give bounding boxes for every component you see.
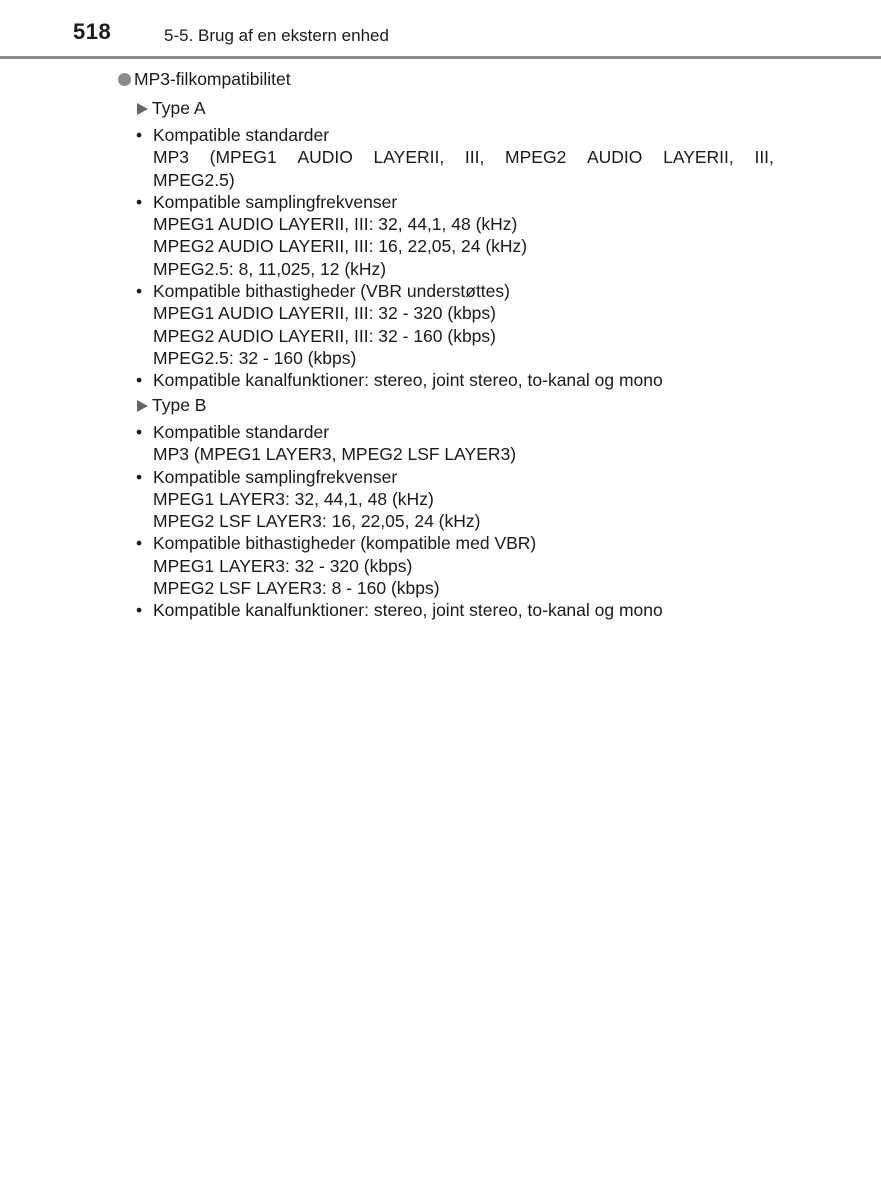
bullet-icon: • — [136, 600, 143, 621]
detail-word: AUDIO — [297, 147, 353, 168]
type-b-title: Type B — [152, 395, 207, 415]
item-detail-line: MPEG2 LSF LAYER3: 16, 22,05, 24 (kHz) — [153, 511, 481, 532]
detail-word: AUDIO — [586, 147, 643, 168]
bullet-icon: • — [136, 466, 143, 487]
triangle-right-icon — [137, 103, 148, 115]
item-label: Kompatible samplingfrekvenser — [153, 466, 398, 487]
item-label: Kompatible bithastigheder (kompatible med VBR) — [153, 533, 537, 554]
bullet-icon: • — [136, 191, 143, 212]
list-item — [134, 369, 774, 391]
list-item — [134, 466, 774, 533]
bullet-icon: • — [136, 533, 143, 554]
list-item — [134, 280, 774, 369]
list-item — [134, 532, 774, 599]
section-heading-text: MP3-filkompatibilitet — [134, 69, 291, 89]
circle-bullet-icon — [118, 73, 131, 86]
bullet-icon: • — [136, 422, 143, 442]
detail-word: III, — [754, 147, 774, 168]
item-label: Kompatible kanalfunktioner: stereo, joint stereo, to-kanal og mono — [153, 600, 663, 621]
triangle-right-icon — [137, 400, 148, 412]
item-detail-line: MPEG2.5) — [153, 169, 235, 190]
detail-word: LAYERII, — [663, 147, 734, 168]
list-item — [134, 191, 774, 280]
page-number: 518 — [73, 19, 112, 44]
item-detail-line — [153, 146, 774, 168]
detail-word: (MPEG1 — [209, 147, 277, 168]
bullet-icon: • — [136, 370, 143, 391]
item-detail-line: MP3 (MPEG1 LAYER3, MPEG2 LSF LAYER3) — [153, 444, 517, 465]
type-b-heading — [137, 394, 206, 416]
item-detail-line: MPEG1 LAYER3: 32 - 320 (kbps) — [153, 555, 413, 576]
item-label: Kompatible standarder — [153, 125, 330, 145]
page-header — [0, 0, 881, 60]
item-detail-line: MPEG2 AUDIO LAYERII, III: 16, 22,05, 24 (kHz) — [153, 236, 528, 257]
type-a-heading — [137, 97, 206, 119]
type-a-title: Type A — [152, 98, 206, 118]
item-detail-line: MPEG2.5: 8, 11,025, 12 (kHz) — [153, 258, 387, 279]
type-a-list — [134, 124, 774, 392]
item-detail-line: MPEG1 AUDIO LAYERII, III: 32, 44,1, 48 (kHz) — [153, 214, 518, 235]
list-item — [134, 421, 774, 466]
item-detail-line: MPEG2 AUDIO LAYERII, III: 32 - 160 (kbps) — [153, 325, 496, 346]
bullet-icon: • — [136, 281, 143, 302]
list-item — [134, 599, 774, 621]
detail-word: III, — [464, 147, 485, 168]
list-item — [134, 124, 774, 191]
header-divider — [0, 56, 881, 59]
item-label: Kompatible standarder — [153, 422, 330, 442]
item-detail-line: MPEG2.5: 32 - 160 (kbps) — [153, 347, 357, 368]
item-label: Kompatible bithastigheder (VBR understøttes) — [153, 281, 510, 302]
type-b-list — [134, 421, 774, 622]
item-label: Kompatible kanalfunktioner: stereo, joint stereo, to-kanal og mono — [153, 370, 663, 391]
item-detail-line: MPEG2 LSF LAYER3: 8 - 160 (kbps) — [153, 578, 440, 599]
detail-word: MPEG2 — [505, 147, 567, 168]
detail-word: LAYERII, — [373, 147, 445, 168]
item-detail-line: MPEG1 LAYER3: 32, 44,1, 48 (kHz) — [153, 488, 434, 509]
section-title: 5-5. Brug af en ekstern enhed — [164, 26, 389, 45]
item-label: Kompatible samplingfrekvenser — [153, 191, 398, 212]
detail-word: MP3 — [153, 147, 189, 168]
item-detail-line: MPEG1 AUDIO LAYERII, III: 32 - 320 (kbps) — [153, 303, 496, 324]
section-heading — [118, 68, 291, 90]
bullet-icon: • — [136, 125, 143, 145]
